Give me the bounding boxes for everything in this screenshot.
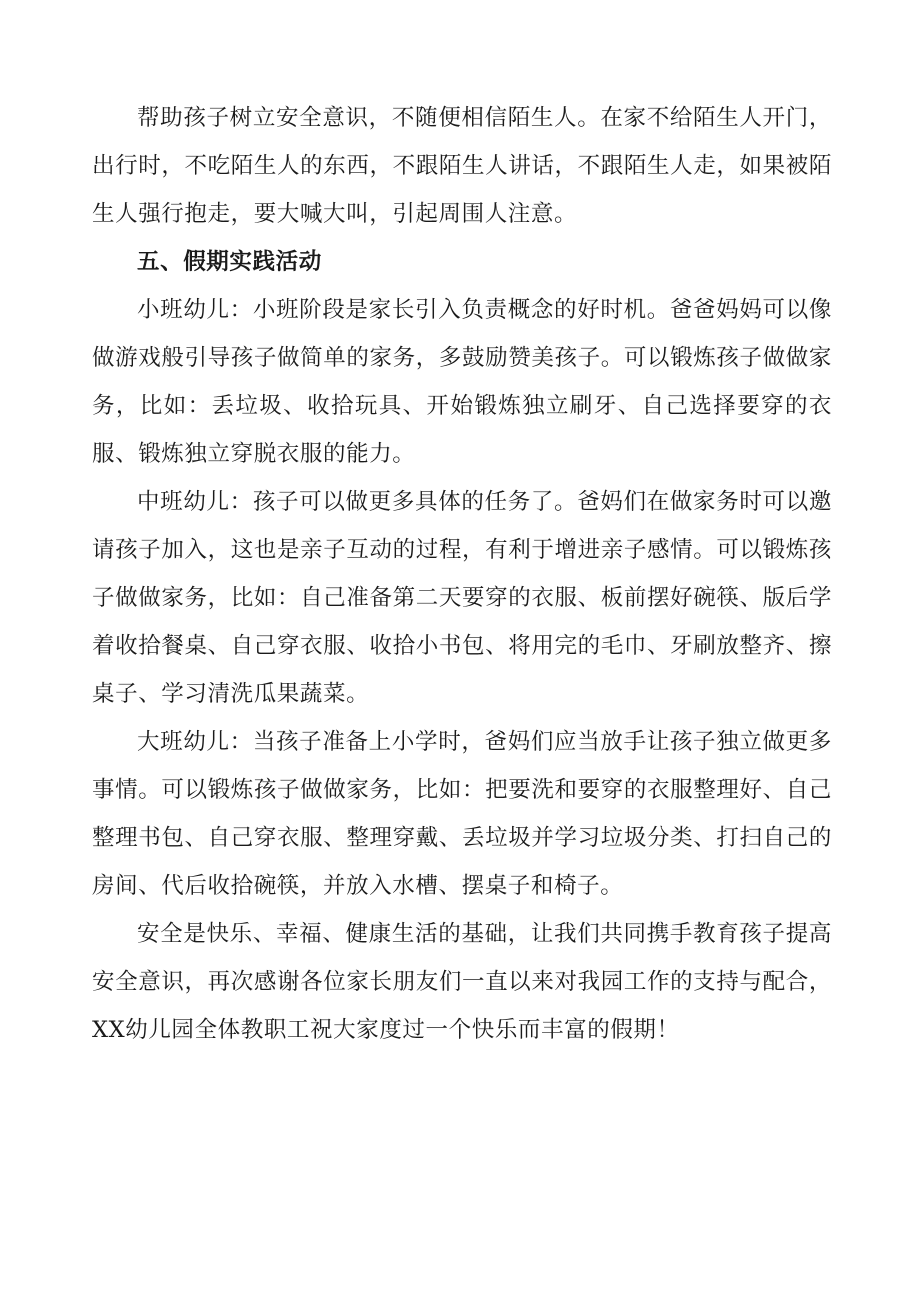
paragraph-closing: 安全是快乐、幸福、健康生活的基础，让我们共同携手教育孩子提高安全意识，再次感谢各位家长朋友们一直以来对我园工作的支持与配合，XX幼儿园全体教职工祝大家度过一个快乐而丰富的假期！ xyxy=(92,921,832,1043)
paragraph-stranger-safety: 帮助孩子树立安全意识，不随便相信陌生人。在家不给陌生人开门，出行时，不吃陌生人的东西，不跟陌生人讲话，不跟陌生人走，如果被陌生人强行抱走，要大喊大叫，引起周围人注意。 xyxy=(92,105,832,227)
paragraph-small-class: 小班幼儿：小班阶段是家长引入负责概念的好时机。爸爸妈妈可以像做游戏般引导孩子做简单的家务，多鼓励赞美孩子。可以锻炼孩子做做家务，比如：丢垃圾、收拾玩具、开始锻炼独立刷牙、自己选择要穿的衣服、锻炼独立穿脱衣服的能力。 xyxy=(92,297,832,467)
document-body xyxy=(92,94,832,1054)
paragraph-big-class: 大班幼儿：当孩子准备上小学时，爸妈们应当放手让孩子独立做更多事情。可以锻炼孩子做做家务，比如：把要洗和要穿的衣服整理好、自己整理书包、自己穿衣服、整理穿戴、丢垃圾并学习垃圾分类、打扫自己的房间、代后收拾碗筷，并放入水槽、摆桌子和椅子。 xyxy=(92,729,832,899)
paragraph-middle-class: 中班幼儿：孩子可以做更多具体的任务了。爸妈们在做家务时可以邀请孩子加入，这也是亲子互动的过程，有利于增进亲子感情。可以锻炼孩子做做家务，比如：自己准备第二天要穿的衣服、板前摆好碗筷、版后学着收拾餐桌、自己穿衣服、收拾小书包、将用完的毛巾、牙刷放整齐、擦桌子、学习清洗瓜果蔬菜。 xyxy=(92,489,832,707)
section-heading-holiday-activities: 五、假期实践活动 xyxy=(137,249,322,275)
